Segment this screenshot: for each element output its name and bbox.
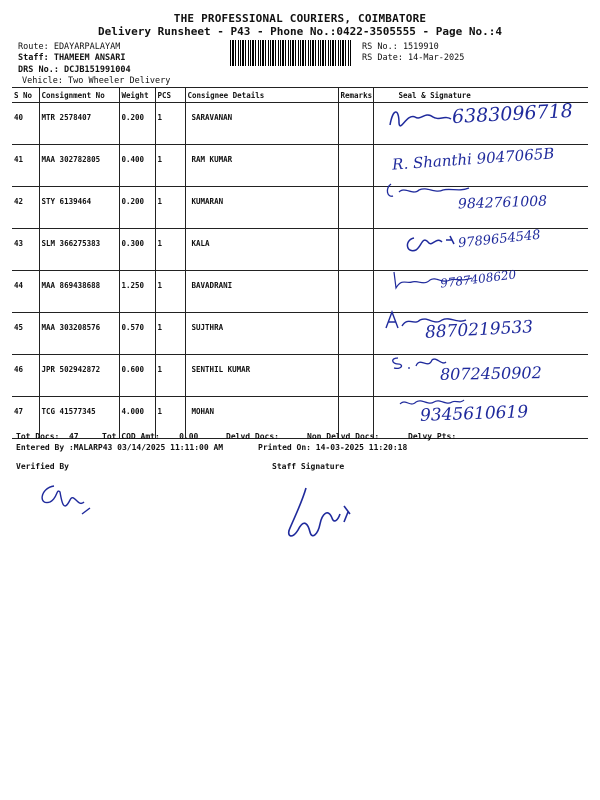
cell-consignment-no: SLM 366275383 <box>39 229 119 271</box>
cell-pcs: 1 <box>155 355 185 397</box>
cell-sno: 43 <box>12 229 39 271</box>
col-header-consignee: Consignee Details <box>185 88 338 103</box>
verified-by-label: Verified By <box>16 462 69 471</box>
col-header-weight: Weight <box>119 88 155 103</box>
handwritten-phone: R. Shanthi 9047065B <box>391 144 555 174</box>
drs-label: DRS No.: DCJB151991004 <box>18 65 131 75</box>
signature-scribble-42 <box>383 178 473 206</box>
signature-scribble-44 <box>388 268 478 292</box>
delivered-docs: Delvd Docs: <box>226 432 279 441</box>
cell-consignee: KUMARAN <box>185 187 338 229</box>
handwritten-phone: 9789654548 <box>457 227 542 252</box>
cell-weight: 0.300 <box>119 229 155 271</box>
cell-consignee: SENTHIL KUMAR <box>185 355 338 397</box>
table-header-row <box>12 88 588 103</box>
col-header-signature: Seal & Signature <box>373 88 588 103</box>
cell-consignment-no: MAA 303208576 <box>39 313 119 355</box>
handwritten-phone: 8870219533 <box>424 317 534 343</box>
cell-pcs: 1 <box>155 271 185 313</box>
cell-weight: 0.400 <box>119 145 155 187</box>
signature-scribble-45 <box>380 308 470 334</box>
handwritten-phone: 6383096718 <box>451 99 574 129</box>
company-title: THE PROFESSIONAL COURIERS, COIMBATORE <box>173 12 427 25</box>
cell-remarks <box>338 313 373 355</box>
signature-scribble-47 <box>396 392 466 412</box>
cell-remarks <box>338 229 373 271</box>
cell-remarks <box>338 187 373 229</box>
col-header-remarks: Remarks <box>338 88 373 103</box>
cell-sno: 40 <box>12 103 39 145</box>
cell-consignee: RAM KUMAR <box>185 145 338 187</box>
cell-sno: 45 <box>12 313 39 355</box>
handwritten-phone: 8072450902 <box>439 363 542 384</box>
cell-consignee: KALA <box>185 229 338 271</box>
runsheet-subtitle: Delivery Runsheet - P43 - Phone No.:0422-3505555 - Page No.:4 <box>98 25 502 38</box>
col-header-sno: S No <box>12 88 39 103</box>
handwritten-phone: 9787408620 <box>439 267 517 291</box>
cell-consignee: SUJTHRA <box>185 313 338 355</box>
cell-consignee: MOHAN <box>185 397 338 439</box>
cell-sno: 44 <box>12 271 39 313</box>
cell-sno: 42 <box>12 187 39 229</box>
cell-remarks <box>338 103 373 145</box>
handwritten-phone: 9842761008 <box>457 193 548 213</box>
route-label: Route: EDAYARPALAYAM <box>18 42 121 52</box>
cell-consignment-no: MAA 302782805 <box>39 145 119 187</box>
cell-pcs: 1 <box>155 229 185 271</box>
cell-consignee: SARAVANAN <box>185 103 338 145</box>
col-header-pcs: PCS <box>155 88 185 103</box>
runsheet-table <box>12 87 588 439</box>
cell-consignment-no: MAA 869438688 <box>39 271 119 313</box>
cell-pcs: 1 <box>155 187 185 229</box>
cell-consignee: BAVADRANI <box>185 271 338 313</box>
cell-weight: 4.000 <box>119 397 155 439</box>
cell-consignment-no: STY 6139464 <box>39 187 119 229</box>
vehicle-label: Vehicle: Two Wheeler Delivery <box>22 76 171 86</box>
cell-sno: 47 <box>12 397 39 439</box>
cell-pcs: 1 <box>155 145 185 187</box>
signature-scribble-43 <box>402 230 462 260</box>
col-header-consignment: Consignment No <box>39 88 119 103</box>
signature-scribble-46 <box>388 352 448 372</box>
verified-by-signature <box>34 478 104 518</box>
cell-weight: 0.200 <box>119 103 155 145</box>
signature-scribble-40 <box>385 103 455 137</box>
cell-remarks <box>338 145 373 187</box>
cell-weight: 0.600 <box>119 355 155 397</box>
cell-weight: 0.200 <box>119 187 155 229</box>
cell-pcs: 1 <box>155 313 185 355</box>
cell-weight: 0.570 <box>119 313 155 355</box>
cell-pcs: 1 <box>155 397 185 439</box>
cell-remarks <box>338 355 373 397</box>
printed-on: Printed On: 14-03-2025 11:20:18 <box>258 443 408 452</box>
cell-consignment-no: MTR 2578407 <box>39 103 119 145</box>
cell-consignment-no: TCG 41577345 <box>39 397 119 439</box>
barcode <box>230 40 352 66</box>
rs-number: RS No.: 1519910 <box>362 42 439 52</box>
delivery-points: Delvy Pts: <box>408 432 457 441</box>
cell-sno: 46 <box>12 355 39 397</box>
cell-consignment-no: JPR 502942872 <box>39 355 119 397</box>
staff-signature <box>278 484 368 546</box>
cell-sno: 41 <box>12 145 39 187</box>
cell-remarks <box>338 271 373 313</box>
total-cod-amount: Tot COD Amt: 0.00 <box>102 432 199 441</box>
handwritten-phone: 9345610619 <box>419 402 529 426</box>
staff-signature-label: Staff Signature <box>272 462 345 471</box>
rs-date: RS Date: 14-Mar-2025 <box>362 53 465 63</box>
cell-pcs: 1 <box>155 103 185 145</box>
staff-label: Staff: THAMEEM ANSARI <box>18 53 126 63</box>
non-delivered-docs: Non Delvd Docs: <box>307 432 380 441</box>
cell-weight: 1.250 <box>119 271 155 313</box>
entered-by: Entered By :MALARP43 03/14/2025 11:11:00 AM <box>16 443 224 452</box>
total-docs: Tot Docs: 47 <box>16 432 79 441</box>
